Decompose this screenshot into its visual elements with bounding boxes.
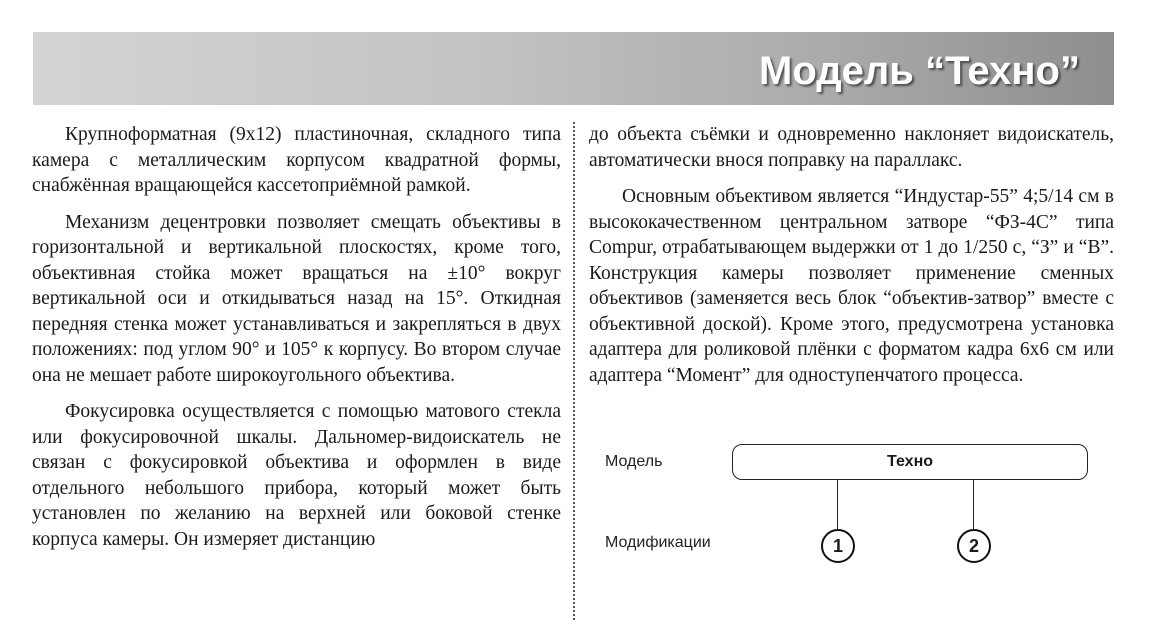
model-box [732, 444, 1088, 480]
modification-circle-1 [821, 529, 855, 563]
left-text-column [32, 122, 561, 563]
connector-line [973, 480, 974, 529]
page-title: Модель “Техно” [759, 49, 1080, 93]
paragraph: Крупноформатная (9х12) пластиночная, складного типа камера с металлическим корпусом квадратной формы, снабжённая вращающейся кассетоприёмной рамкой. [32, 124, 561, 196]
header-band [33, 32, 1114, 105]
modifications-label: Модификации [605, 534, 711, 551]
paragraph: до объекта съёмки и одновременно наклоняет видоискатель, автоматически внося поправку на параллакс. [589, 124, 1114, 171]
paragraph: Основным объективом является “Индустар-55” 4;5/14 см в высококачественном центральном затворе “ФЗ-4С” типа Compur, отрабатывающем выдержки от 1 до 1/250 с, “З” и “В”. Конструкция камеры позволяет применение сменных объективов (заменяется весь блок “объектив-затвор” вместе с объективной доской). Кроме этого, предусмотрена установка адаптера для роликовой плёнки с форматом кадра 6х6 см или адаптера “Момент” для одноступенчатого процесса. [589, 186, 1114, 386]
model-label: Модель [605, 453, 663, 470]
modification-number: 2 [968, 535, 979, 556]
modification-circle-2 [957, 529, 991, 563]
model-diagram [600, 438, 1120, 618]
model-name: Техно [887, 453, 933, 470]
connector-line [837, 480, 838, 529]
paragraph: Механизм децентровки позволяет смещать объективы в горизонтальной и вертикальной плоскостях, кроме того, объективная стойка может вращаться на ±10° вокруг вертикальной оси и откидываться назад на 15°. Откидная передняя стенка может устанавливаться и закрепляться в двух положениях: под углом 90° и 105° к корпусу. Во втором случае она не мешает работе широкоугольного объектива. [32, 211, 561, 386]
paragraph: Фокусировка осуществляется с помощью матового стекла или фокусировочной шкалы. Дальномер-видоискатель не связан с фокусировкой объектива и оформлен в виде отдельного небольшого прибора, который может быть установлен по желанию на верхней или боковой стенке корпуса камеры. Он измеряет дистанцию [32, 401, 561, 550]
right-text-column [589, 122, 1114, 399]
modification-number: 1 [832, 535, 843, 556]
column-divider [573, 122, 575, 620]
